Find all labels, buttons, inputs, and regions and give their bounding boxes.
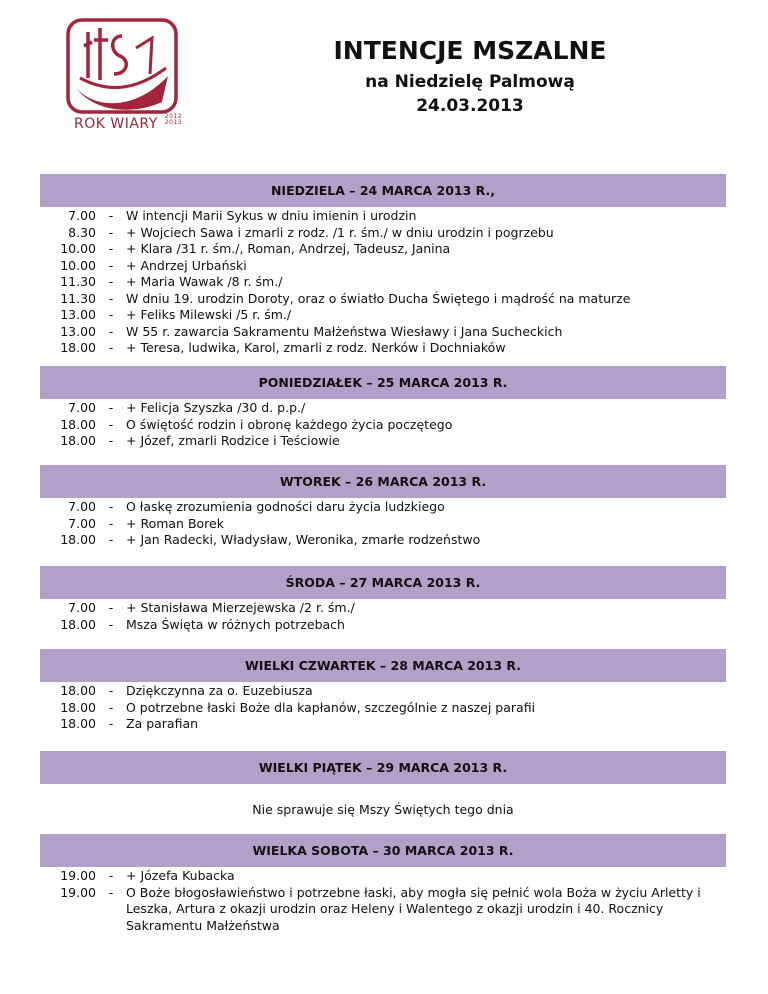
mass-intention: + Felicja Szyszka /30 d. p.p./ — [126, 400, 306, 415]
mass-time: 11.30 — [60, 274, 96, 289]
list-item — [40, 274, 740, 291]
list-item — [40, 417, 740, 434]
mass-time: 8.30 — [68, 224, 96, 240]
mass-time: 7.00 — [68, 499, 96, 514]
mass-intention: Za parafian — [126, 716, 199, 731]
separator-dash: - — [108, 290, 114, 306]
list-item — [40, 868, 740, 885]
list-item — [40, 716, 740, 733]
logo-year-bottom: 2013 — [164, 119, 183, 126]
mass-time: 7.00 — [68, 600, 96, 615]
mass-intention: + Feliks Milewski /5 r. śm./ — [126, 307, 292, 322]
list-item — [40, 225, 740, 242]
list-item — [40, 532, 740, 549]
list-item — [40, 241, 740, 258]
page-date: 24.03.2013 — [416, 96, 524, 116]
separator-dash: - — [108, 257, 114, 273]
page-subtitle: na Niedzielę Palmową — [365, 72, 575, 92]
list-item — [40, 340, 740, 357]
mass-time: 7.00 — [68, 400, 96, 415]
list-item — [40, 885, 740, 935]
section-list-poniedzialek — [40, 400, 740, 450]
separator-dash: - — [108, 884, 114, 900]
mass-intention: + Klara /31 r. śm./, Roman, Andrzej, Tadeusz, Janina — [126, 241, 451, 256]
list-item — [40, 291, 740, 308]
mass-time: 18.00 — [60, 716, 96, 731]
section-list-sroda — [40, 600, 740, 633]
mass-time: 7.00 — [68, 515, 96, 531]
mass-intention: O Boże błogosławieństwo i potrzebne łaski, aby mogła się pełnić wola Boża w życiu Arletty i Leszka, Artura z okazji urodzin oraz Heleny i Walentego z okazji urodzin i 40. Rocznicy Sakramentu Małżeństwa — [126, 884, 701, 933]
separator-dash: - — [108, 716, 114, 731]
separator-dash: - — [108, 241, 114, 256]
mass-time: 7.00 — [68, 208, 96, 223]
list-item — [40, 600, 740, 617]
mass-time: 13.00 — [60, 323, 96, 339]
section-list-niedziela — [40, 208, 740, 357]
list-item — [40, 700, 740, 717]
separator-dash: - — [108, 208, 114, 223]
list-item — [40, 324, 740, 341]
section-list-wielki-czwartek — [40, 683, 740, 733]
mass-intention: + Jan Radecki, Władysław, Weronika, zmarłe rodzeństwo — [126, 532, 481, 547]
mass-time: 18.00 — [60, 416, 96, 432]
logo-years — [165, 114, 182, 126]
mass-intention: Dziękczynna za o. Euzebiusza — [126, 683, 313, 698]
mass-time: 19.00 — [60, 868, 96, 883]
mass-time: 18.00 — [60, 340, 96, 355]
mass-intention: + Stanisława Mierzejewska /2 r. śm./ — [126, 600, 355, 615]
separator-dash: - — [108, 683, 114, 698]
mass-intention: + Józef, zmarli Rodzice i Teściowie — [126, 433, 340, 448]
separator-dash: - — [108, 340, 114, 355]
title-block — [300, 36, 640, 118]
list-item — [40, 307, 740, 324]
mass-intention: + Wojciech Sawa i zmarli z rodz. /1 r. śm./ w dniu urodzin i pogrzebu — [126, 224, 554, 240]
page-title: INTENCJE MSZALNE — [333, 36, 607, 65]
list-item — [40, 433, 740, 450]
section-header-niedziela: NIEDZIELA – 24 MARCA 2013 R., — [40, 174, 726, 207]
list-item — [40, 208, 740, 225]
separator-dash: - — [108, 433, 114, 448]
section-list-wielka-sobota — [40, 868, 740, 934]
separator-dash: - — [108, 600, 114, 615]
separator-dash: - — [108, 532, 114, 547]
mass-intention: + Andrzej Urbański — [126, 257, 247, 273]
mass-intention: O potrzebne łaski Boże dla kapłanów, szczególnie z naszej parafii — [126, 699, 536, 715]
list-item — [40, 400, 740, 417]
separator-dash: - — [108, 323, 114, 339]
separator-dash: - — [108, 274, 114, 289]
separator-dash: - — [108, 499, 114, 514]
mass-intention: + Teresa, ludwika, Karol, zmarli z rodz. Nerków i Dochniaków — [126, 340, 506, 355]
section-header-poniedzialek: PONIEDZIAŁEK – 25 MARCA 2013 R. — [40, 366, 726, 399]
separator-dash: - — [108, 400, 114, 415]
mass-time: 18.00 — [60, 616, 96, 632]
separator-dash: - — [108, 515, 114, 531]
mass-time: 18.00 — [60, 699, 96, 715]
mass-intention: Msza Święta w różnych potrzebach — [126, 616, 345, 632]
separator-dash: - — [108, 416, 114, 432]
mass-time: 11.30 — [60, 290, 96, 306]
separator-dash: - — [108, 868, 114, 883]
mass-intention: W 55 r. zawarcia Sakramentu Małżeństwa Wiesławy i Jana Sucheckich — [126, 323, 563, 339]
mass-time: 10.00 — [60, 257, 96, 273]
mass-time: 18.00 — [60, 532, 96, 547]
mass-intention: W dniu 19. urodzin Doroty, oraz o światło Ducha Świętego i mądrość na maturze — [126, 290, 631, 306]
mass-time: 18.00 — [60, 433, 96, 448]
list-item — [40, 516, 740, 533]
list-item — [40, 258, 740, 275]
section-header-wielka-sobota: WIELKA SOBOTA – 30 MARCA 2013 R. — [40, 834, 726, 867]
section-header-wielki-piatek: WIELKI PIĄTEK – 29 MARCA 2013 R. — [40, 751, 726, 784]
mass-intention: + Józefa Kubacka — [126, 868, 235, 883]
mass-time: 19.00 — [60, 884, 96, 900]
separator-dash: - — [108, 699, 114, 715]
list-item — [40, 617, 740, 634]
logo-caption — [74, 114, 182, 132]
mass-intention: + Maria Wawak /8 r. śm./ — [126, 274, 283, 289]
mass-intention: W intencji Marii Sykus w dniu imienin i urodzin — [126, 208, 417, 223]
logo-caption-text: ROK WIARY — [74, 116, 158, 132]
no-mass-notice: Nie sprawuje się Mszy Świętych tego dnia — [252, 802, 514, 817]
section-header-wtorek: WTOREK – 26 MARCA 2013 R. — [40, 465, 726, 498]
logo-year-top: 2012 — [164, 113, 183, 120]
separator-dash: - — [108, 224, 114, 240]
mass-intention: + Roman Borek — [126, 515, 224, 531]
list-item — [40, 683, 740, 700]
mass-time: 10.00 — [60, 241, 96, 256]
section-header-wielki-czwartek: WIELKI CZWARTEK – 28 MARCA 2013 R. — [40, 649, 726, 682]
mass-intention: O świętość rodzin i obronę każdego życia poczętego — [126, 416, 453, 432]
section-header-sroda: ŚRODA – 27 MARCA 2013 R. — [40, 566, 726, 599]
list-item — [40, 499, 740, 516]
section-list-wtorek — [40, 499, 740, 549]
separator-dash: - — [108, 616, 114, 632]
mass-intention: O łaskę zrozumienia godności daru życia ludzkiego — [126, 499, 445, 514]
mass-time: 13.00 — [60, 307, 96, 322]
mass-time: 18.00 — [60, 683, 96, 698]
separator-dash: - — [108, 307, 114, 322]
